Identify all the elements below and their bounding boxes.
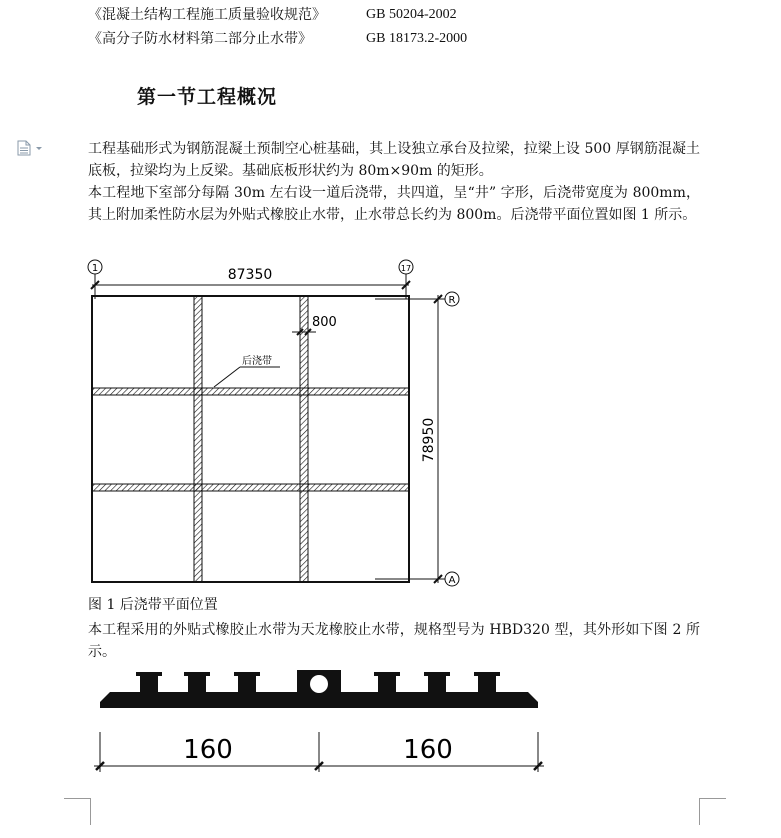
document-icon[interactable] [16, 140, 46, 156]
dimension-right: 160 [403, 735, 453, 765]
figure-1-plan [80, 255, 480, 595]
dimension-left: 160 [183, 735, 233, 765]
height-dimension: 78950 [421, 417, 437, 463]
axis-17-label: 17 [400, 264, 412, 273]
slab-outline [92, 296, 409, 582]
reference-title: 《高分子防水材料第二部分止水带》 [88, 31, 312, 47]
paragraph-waterstop: 本工程采用的外贴式橡胶止水带为天龙橡胶止水带，规格型号为 HBD320 型，其外形如下图 2 所示。 [88, 622, 700, 660]
figure-2-waterstop-profile [88, 668, 548, 776]
reference-code: GB 50204-2002 [366, 7, 457, 22]
section-heading: 第一节工程概况 [137, 86, 278, 108]
axis-1-bubble [88, 260, 102, 274]
paragraph-post-cast-strip: 本工程地下室部分每隔 30m 左右设一道后浇带，共四道，呈“井” 字形，后浇带宽度为 800mm，其上附加柔性防水层为外贴式橡胶止水带，止水带总长约为 800m。后浇带平面位置如图 1 所示。 [88, 185, 700, 223]
reference-code: GB 18173.2-2000 [366, 31, 468, 46]
axis-R-label: R [448, 295, 456, 306]
strip-vertical-2 [300, 296, 308, 582]
reference-line-1 [88, 6, 457, 24]
figure-1-caption: 图 1 后浇带平面位置 [88, 597, 218, 613]
strip-horizontal-1 [92, 388, 409, 395]
reference-line-2 [88, 30, 468, 48]
page-corner-mark-left [64, 798, 91, 825]
waterstop-profile [100, 670, 538, 708]
axis-A-bubble [445, 572, 459, 586]
axis-17-bubble [399, 260, 413, 274]
axis-1-label: 1 [91, 263, 99, 274]
page-corner-mark-right [699, 798, 726, 825]
axis-A-label: A [448, 575, 456, 586]
band-label: 后浇带 [242, 356, 272, 367]
width-dimension: 87350 [227, 267, 273, 283]
axis-R-bubble [445, 292, 459, 306]
paragraph-foundation: 工程基础形式为钢筋混凝土预制空心桩基础，其上设独立承台及拉梁，拉梁上设 500 厚钢筋混凝土底板，拉梁均为上反梁。基础底板形状约为 80m×90m 的矩形。 [88, 141, 700, 179]
reference-title: 《混凝土结构工程施工质量验收规范》 [88, 7, 326, 23]
strip-vertical-1 [194, 296, 202, 582]
band-width-dimension: 800 [312, 315, 337, 330]
strip-horizontal-2 [92, 484, 409, 491]
